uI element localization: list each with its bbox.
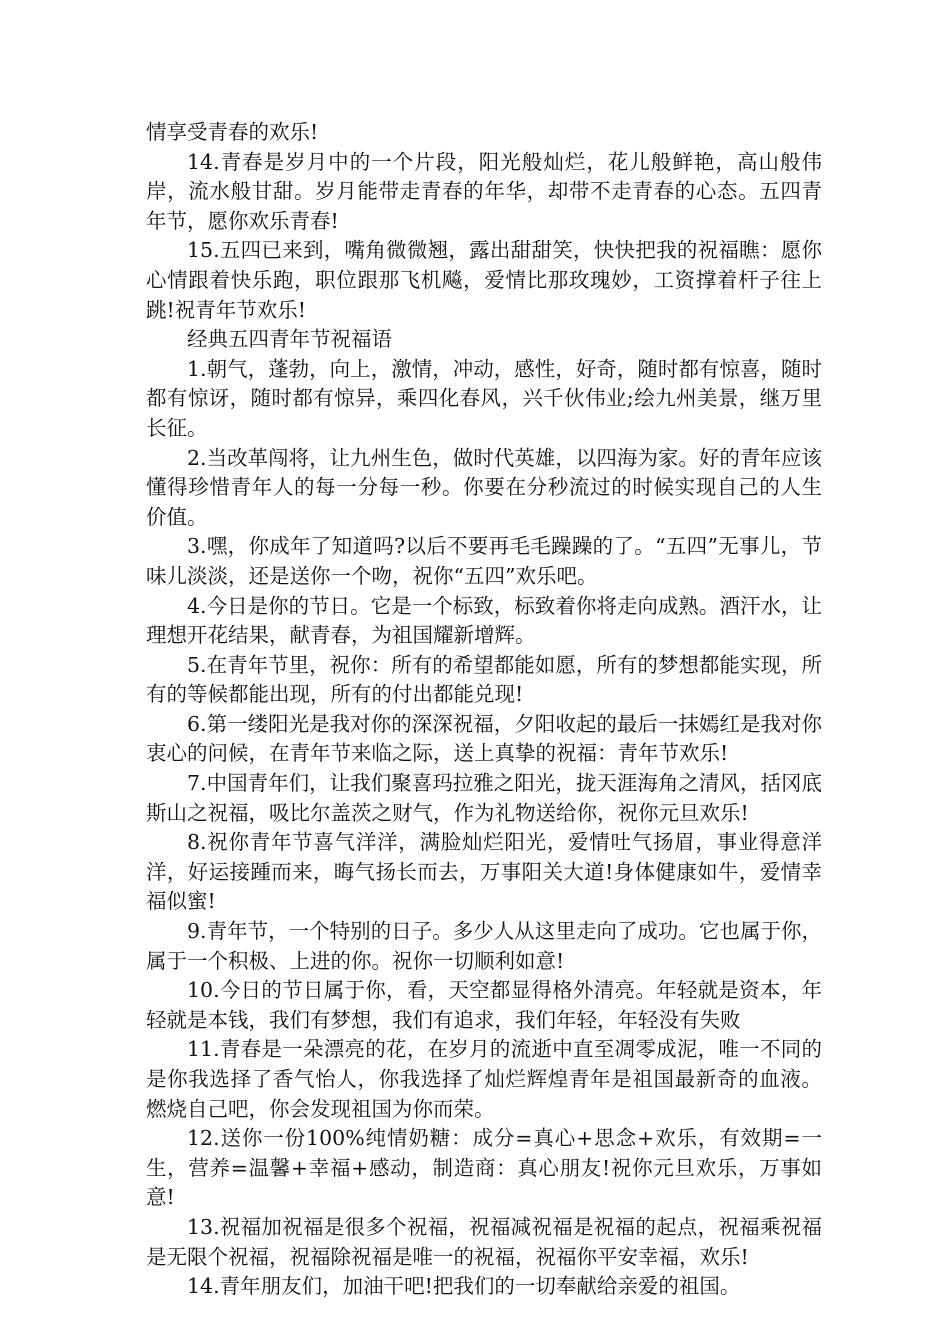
paragraph-continuation: 情享受青春的欢乐! <box>146 120 319 144</box>
paragraph-item-12: 12.送你一份100%纯情奶糖：成分=真心+思念+欢乐，有效期=一生，营养=温馨+幸福+感动，制造商：真心朋友!祝你元旦欢乐，万事如意! <box>146 1126 822 1210</box>
paragraph-item-9: 9.青年节，一个特别的日子。多少人从这里走向了成功。它也属于你，属于一个积极、上进的你。祝你一切顺利如意! <box>146 919 822 973</box>
paragraph-item-11: 11.青春是一朵漂亮的花，在岁月的流逝中直至凋零成泥，唯一不同的是你我选择了香气怡人，你我选择了灿烂辉煌青年是祖国最新奇的血液。燃烧自己吧，你会发现祖国为你而荣。 <box>146 1037 822 1121</box>
paragraph-item-10: 10.今日的节日属于你，看，天空都显得格外清亮。年轻就是资本，年轻就是本钱，我们有梦想，我们有追求，我们年轻，年轻没有失败 <box>146 978 822 1032</box>
paragraph-item-14: 14.青年朋友们，加油干吧!把我们的一切奉献给亲爱的祖国。 <box>187 1274 741 1299</box>
paragraph-item-6: 6.第一缕阳光是我对你的深深祝福，夕阳收起的最后一抹嫣红是我对你衷心的问候，在青年节来临之际，送上真挚的祝福：青年节欢乐! <box>146 711 822 766</box>
paragraph-item-13: 13.祝福加祝福是很多个祝福，祝福减祝福是祝福的起点，祝福乘祝福是无限个祝福，祝福除祝福是唯一的祝福，祝福你平安幸福，欢乐! <box>146 1214 822 1269</box>
paragraph-item-5: 5.在青年节里，祝你：所有的希望都能如愿，所有的梦想都能实现，所有的等候都能出现，所有的付出都能兑现! <box>146 652 822 707</box>
paragraph-15-may-fourth: 15.五四已来到，嘴角微微翘，露出甜甜笑，快快把我的祝福瞧：愿你心情跟着快乐跑，职位跟那飞机飚，爱情比那玫瑰妙，工资撑着杆子往上跳!祝青年节欢乐! <box>146 238 822 322</box>
paragraph-item-4: 4.今日是你的节日。它是一个标致，标致着你将走向成熟。酒汗水，让理想开花结果，献青春，为祖国耀新增辉。 <box>146 593 822 648</box>
paragraph-item-7: 7.中国青年们，让我们聚喜玛拉雅之阳光，拢天涯海角之清风，括冈底斯山之祝福，吸比尔盖茨之财气，作为礼物送给你，祝你元旦欢乐! <box>146 771 822 825</box>
document-body <box>146 118 822 1302</box>
paragraph-item-8: 8.祝你青年节喜气洋洋，满脸灿烂阳光，爱情吐气扬眉，事业得意洋洋，好运接踵而来，晦气扬长而去，万事阳关大道!身体健康如牛，爱情幸福似蜜! <box>146 830 822 914</box>
paragraph-item-1: 1.朝气，蓬勃，向上，激情，冲动，感性，好奇，随时都有惊喜，随时都有惊讶，随时都有惊异，乘四化春风，兴千伙伟业;绘九州美景，继万里长征。 <box>146 356 822 440</box>
paragraph-item-2: 2.当改革闯将，让九州生色，做时代英雄，以四海为家。好的青年应该懂得珍惜青年人的每一分每一秒。你要在分秒流过的时候实现自己的人生价值。 <box>146 445 822 529</box>
section-heading: 经典五四青年节祝福语 <box>187 327 392 352</box>
paragraph-item-3: 3.嘿，你成年了知道吗?以后不要再毛毛躁躁的了。“五四”无事儿，节味儿淡淡，还是送你一个吻，祝你“五四”欢乐吧。 <box>146 534 822 588</box>
paragraph-14-youth: 14.青春是岁月中的一个片段，阳光般灿烂，花儿般鲜艳，高山般伟岸，流水般甘甜。岁月能带走青春的年华，却带不走青春的心态。五四青年节，愿你欢乐青春! <box>146 149 822 233</box>
